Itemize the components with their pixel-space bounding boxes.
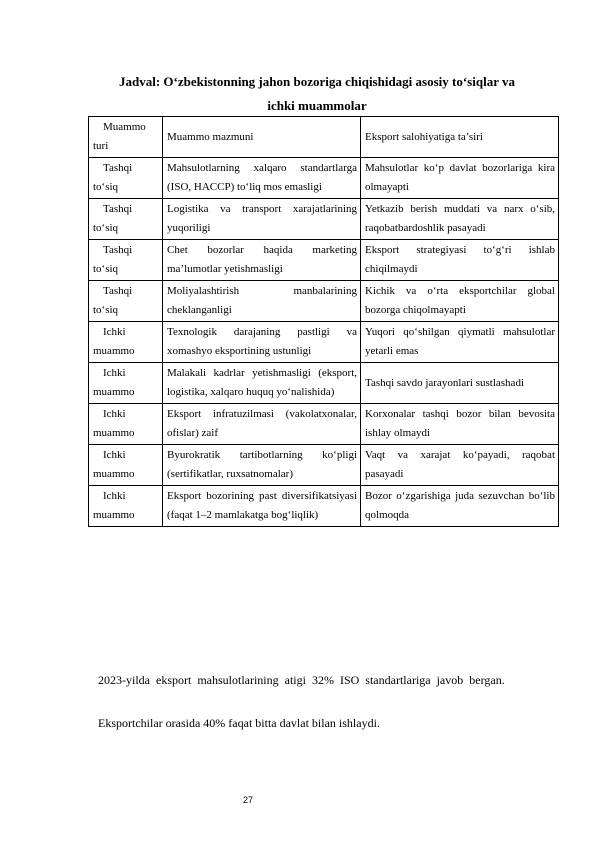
cell-problem-content: Texnologik darajaning pastligi va xomashyo eksportining ustunligi bbox=[163, 322, 361, 363]
cell-problem-type: Tashqi to‘siq bbox=[89, 199, 163, 240]
paragraph-iso-text: 2023-yilda eksport mahsulotlarining atigi 32% ISO standartlariga javob bergan. bbox=[98, 673, 505, 687]
cell-export-impact: Korxonalar tashqi bozor bilan bevosita ishlay olmaydi bbox=[361, 404, 559, 445]
header-problem-type: Muammo turi bbox=[89, 117, 163, 158]
cell-export-impact: Kichik va o‘rta eksportchilar global bozorga chiqolmayapti bbox=[361, 281, 559, 322]
table-header-row bbox=[89, 117, 559, 158]
cell-problem-content: Malakali kadrlar yetishmasligi (eksport, logistika, xalqaro huquq yo‘nalishida) bbox=[163, 363, 361, 404]
cell-export-impact: Eksport strategiyasi to‘g‘ri ishlab chiqilmaydi bbox=[361, 240, 559, 281]
header-export-impact: Eksport salohiyatiga ta’siri bbox=[361, 117, 559, 158]
cell-export-impact: Yuqori qo‘shilgan qiymatli mahsulotlar yetarli emas bbox=[361, 322, 559, 363]
cell-problem-content: Mahsulotlarning xalqaro standartlarga (ISO, HACCP) to‘liq mos emasligi bbox=[163, 158, 361, 199]
table-row bbox=[89, 281, 559, 322]
cell-export-impact: Yetkazib berish muddati va narx o‘sib, raqobatbardoshlik pasayadi bbox=[361, 199, 559, 240]
table-row bbox=[89, 199, 559, 240]
cell-problem-type: Tashqi to‘siq bbox=[89, 281, 163, 322]
table-row bbox=[89, 363, 559, 404]
table-title-line-2: ichki muammolar bbox=[267, 98, 367, 113]
cell-problem-content: Chet bozorlar haqida marketing ma’lumotlar yetishmasligi bbox=[163, 240, 361, 281]
cell-problem-type: Ichki muammo bbox=[89, 486, 163, 527]
cell-problem-type: Ichki muammo bbox=[89, 322, 163, 363]
paragraph-single-country bbox=[88, 713, 548, 734]
paragraph-iso-standards bbox=[88, 670, 548, 691]
paragraph-single-country-text: Eksportchilar orasida 40% faqat bitta davlat bilan ishlaydi. bbox=[98, 716, 380, 730]
table-row bbox=[89, 486, 559, 527]
cell-problem-type: Ichki muammo bbox=[89, 363, 163, 404]
page-number: 27 bbox=[243, 795, 254, 805]
cell-problem-content: Eksport bozorining past diversifikatsiyasi (faqat 1–2 mamlakatga bog‘liqlik) bbox=[163, 486, 361, 527]
cell-export-impact: Tashqi savdo jarayonlari sustlashadi bbox=[361, 363, 559, 404]
cell-export-impact: Vaqt va xarajat ko‘payadi, raqobat pasayadi bbox=[361, 445, 559, 486]
table-row bbox=[89, 322, 559, 363]
cell-problem-type: Tashqi to‘siq bbox=[89, 240, 163, 281]
cell-problem-content: Byurokratik tartibotlarning ko‘pligi (sertifikatlar, ruxsatnomalar) bbox=[163, 445, 361, 486]
cell-problem-type: Ichki muammo bbox=[89, 404, 163, 445]
cell-problem-content: Logistika va transport xarajatlarining yuqoriligi bbox=[163, 199, 361, 240]
table-row bbox=[89, 158, 559, 199]
cell-problem-content: Eksport infratuzilmasi (vakolatxonalar, ofislar) zaif bbox=[163, 404, 361, 445]
table-title bbox=[88, 70, 546, 118]
obstacles-table bbox=[88, 116, 559, 527]
cell-problem-content: Moliyalashtirish manbalarining cheklanganligi bbox=[163, 281, 361, 322]
cell-export-impact: Bozor o‘zgarishiga juda sezuvchan bo‘lib qolmoqda bbox=[361, 486, 559, 527]
table-row bbox=[89, 240, 559, 281]
table-row bbox=[89, 445, 559, 486]
cell-problem-type: Ichki muammo bbox=[89, 445, 163, 486]
table-title-line-1: Jadval: O‘zbekistonning jahon bozoriga chiqishidagi asosiy to‘siqlar va bbox=[119, 74, 515, 89]
header-problem-content: Muammo mazmuni bbox=[163, 117, 361, 158]
cell-problem-type: Tashqi to‘siq bbox=[89, 158, 163, 199]
cell-export-impact: Mahsulotlar ko‘p davlat bozorlariga kira olmayapti bbox=[361, 158, 559, 199]
table-row bbox=[89, 404, 559, 445]
